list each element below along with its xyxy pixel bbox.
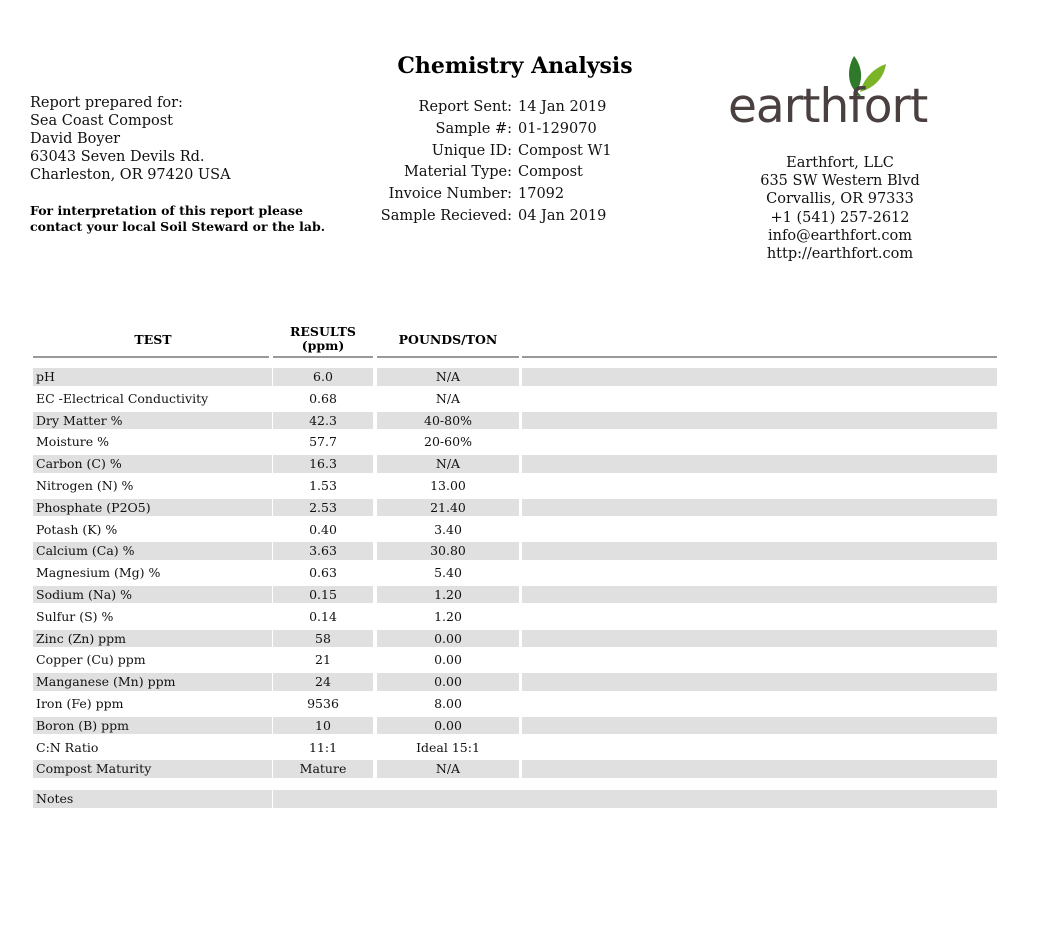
client-city: Charleston, OR 97420 USA [30,167,231,183]
header-results [273,325,373,353]
table-row [33,475,997,497]
pounds-cell: 13.00 [430,477,466,493]
pounds-cell: 0.00 [434,652,462,668]
header-divider [33,356,269,358]
blank-cell [522,586,997,604]
blank-cell [522,695,997,713]
meta-value: Compost W1 [518,142,612,159]
meta-label: Invoice Number: [388,186,512,203]
meta-row [360,162,612,184]
pounds-cell: 21.40 [377,499,519,517]
result-cell: 0.15 [273,586,373,604]
result-cell: 0.68 [309,390,337,406]
blank-cell [522,630,997,648]
prepared-for-block [30,94,231,184]
table-row [33,671,997,693]
company-street: 635 SW Western Blvd [760,173,920,190]
blank-cell [522,433,997,451]
notes-label: Notes [33,790,272,808]
prepared-for-label: Report prepared for: [30,95,183,111]
blank-cell [522,499,997,517]
blank-cell [522,739,997,757]
result-cell: 0.40 [309,521,337,537]
interpretation-line: contact your local Soil Steward or the lab. [30,219,326,234]
interpretation-note [30,203,325,235]
test-cell: Nitrogen (N) % [36,477,134,493]
meta-label: Report Sent: [418,99,512,115]
meta-row [360,97,612,119]
result-cell: 0.14 [309,608,337,624]
blank-cell [522,760,997,778]
result-cell: 24 [273,673,373,691]
test-cell: Iron (Fe) ppm [36,695,124,711]
blank-cell [522,564,997,582]
meta-value: 17092 [518,186,565,203]
company-city: Corvallis, OR 97333 [766,191,914,208]
result-cell: 16.3 [273,455,373,473]
pounds-cell: N/A [435,390,461,406]
pounds-cell: N/A [377,368,519,386]
header-pounds: POUNDS/TON [398,332,498,347]
blank-cell [522,412,997,430]
table-row [33,410,997,432]
meta-row [360,206,612,228]
client-contact: David Boyer [30,131,121,147]
pounds-cell: N/A [377,760,519,778]
pounds-cell: 0.00 [377,630,519,648]
pounds-cell: 1.20 [434,608,462,624]
result-cell: 9536 [307,695,339,711]
company-info [740,154,940,263]
notes-row [33,788,997,810]
test-cell: Carbon (C) % [33,455,272,473]
header-divider [377,356,519,358]
result-cell: 3.63 [273,542,373,560]
table-body [33,366,997,780]
blank-cell [522,673,997,691]
table-row [33,540,997,562]
test-cell: Zinc (Zn) ppm [33,630,272,648]
company-email[interactable]: info@earthfort.com [768,227,912,244]
pounds-cell: 20-60% [424,434,472,450]
test-cell: Compost Maturity [33,760,272,778]
meta-value: 14 Jan 2019 [518,99,607,115]
meta-row [360,141,612,163]
result-cell: 6.0 [273,368,373,386]
client-street: 63043 Seven Devils Rd. [30,149,205,165]
header-results-label: RESULTS [290,324,356,339]
table-row [33,715,997,737]
result-cell: 21 [315,652,331,668]
pounds-cell: 0.00 [377,673,519,691]
meta-label: Unique ID: [431,142,512,159]
test-cell: Sodium (Na) % [33,586,272,604]
table-row [33,519,997,541]
blank-cell [522,717,997,735]
test-cell: Calcium (Ca) % [33,542,272,560]
page-title: Chemistry Analysis [397,53,633,79]
blank-cell [522,608,997,626]
result-cell: 58 [273,630,373,648]
interpretation-line: For interpretation of this report please [30,203,303,218]
meta-value: Compost [518,164,583,181]
client-name: Sea Coast Compost [30,113,173,129]
blank-cell [522,390,997,408]
test-cell: Boron (B) ppm [33,717,272,735]
meta-value: 04 Jan 2019 [518,207,607,224]
table-row [33,431,997,453]
test-cell: pH [33,368,272,386]
pounds-cell: 3.40 [434,521,462,537]
table-row [33,693,997,715]
table-row [33,366,997,388]
test-cell: Sulfur (S) % [36,608,114,624]
table-row [33,649,997,671]
result-cell: 2.53 [273,499,373,517]
header-divider [273,356,373,358]
pounds-cell: 1.20 [377,586,519,604]
meta-label: Sample #: [435,120,512,137]
test-cell: Dry Matter % [33,412,272,430]
test-cell: Potash (K) % [36,521,118,537]
test-cell: C:N Ratio [36,739,99,755]
header-test: TEST [134,332,172,347]
table-row [33,388,997,410]
company-website[interactable]: http://earthfort.com [766,246,914,263]
company-phone: +1 (541) 257-2612 [770,209,910,226]
test-cell: Moisture % [36,434,110,450]
pounds-cell: 40-80% [377,412,519,430]
table-row [33,584,997,606]
result-cell: 0.63 [309,565,337,581]
pounds-cell: 8.00 [434,695,462,711]
header-divider [522,356,997,358]
result-cell: 10 [273,717,373,735]
blank-cell [522,455,997,473]
pounds-cell: Ideal 15:1 [416,739,480,755]
blank-cell [522,368,997,386]
result-cell: Mature [273,760,373,778]
notes-value [273,790,997,808]
blank-cell [522,521,997,539]
table-header [33,324,997,358]
table-row [33,737,997,759]
table-row [33,758,997,780]
blank-cell [522,651,997,669]
blank-cell [522,542,997,560]
test-cell: Magnesium (Mg) % [36,565,161,581]
table-row [33,497,997,519]
logo-wordmark: earthfort [728,79,928,134]
pounds-cell: 0.00 [377,717,519,735]
test-cell: Copper (Cu) ppm [36,652,146,668]
test-cell: Phosphate (P2O5) [33,499,272,517]
result-cell: 42.3 [273,412,373,430]
result-cell: 1.53 [309,477,337,493]
table-row [33,628,997,650]
results-table [33,324,997,810]
table-row [33,562,997,584]
pounds-cell: N/A [377,455,519,473]
meta-value: 01-129070 [518,120,597,137]
test-cell: Manganese (Mn) ppm [33,673,272,691]
pounds-cell: 30.80 [377,542,519,560]
earthfort-logo [728,52,950,136]
table-row [33,606,997,628]
result-cell: 11:1 [308,739,338,755]
blank-cell [522,477,997,495]
report-meta [360,97,612,228]
result-cell: 57.7 [309,434,337,450]
pounds-cell: 5.40 [434,565,462,581]
meta-row [360,119,612,141]
header-results-unit: (ppm) [301,338,345,353]
meta-label: Material Type: [404,164,512,181]
meta-row [360,184,612,206]
company-name: Earthfort, LLC [786,155,894,171]
test-cell: EC -Electrical Conductivity [36,390,209,406]
table-row [33,453,997,475]
meta-label: Sample Recieved: [380,207,512,224]
